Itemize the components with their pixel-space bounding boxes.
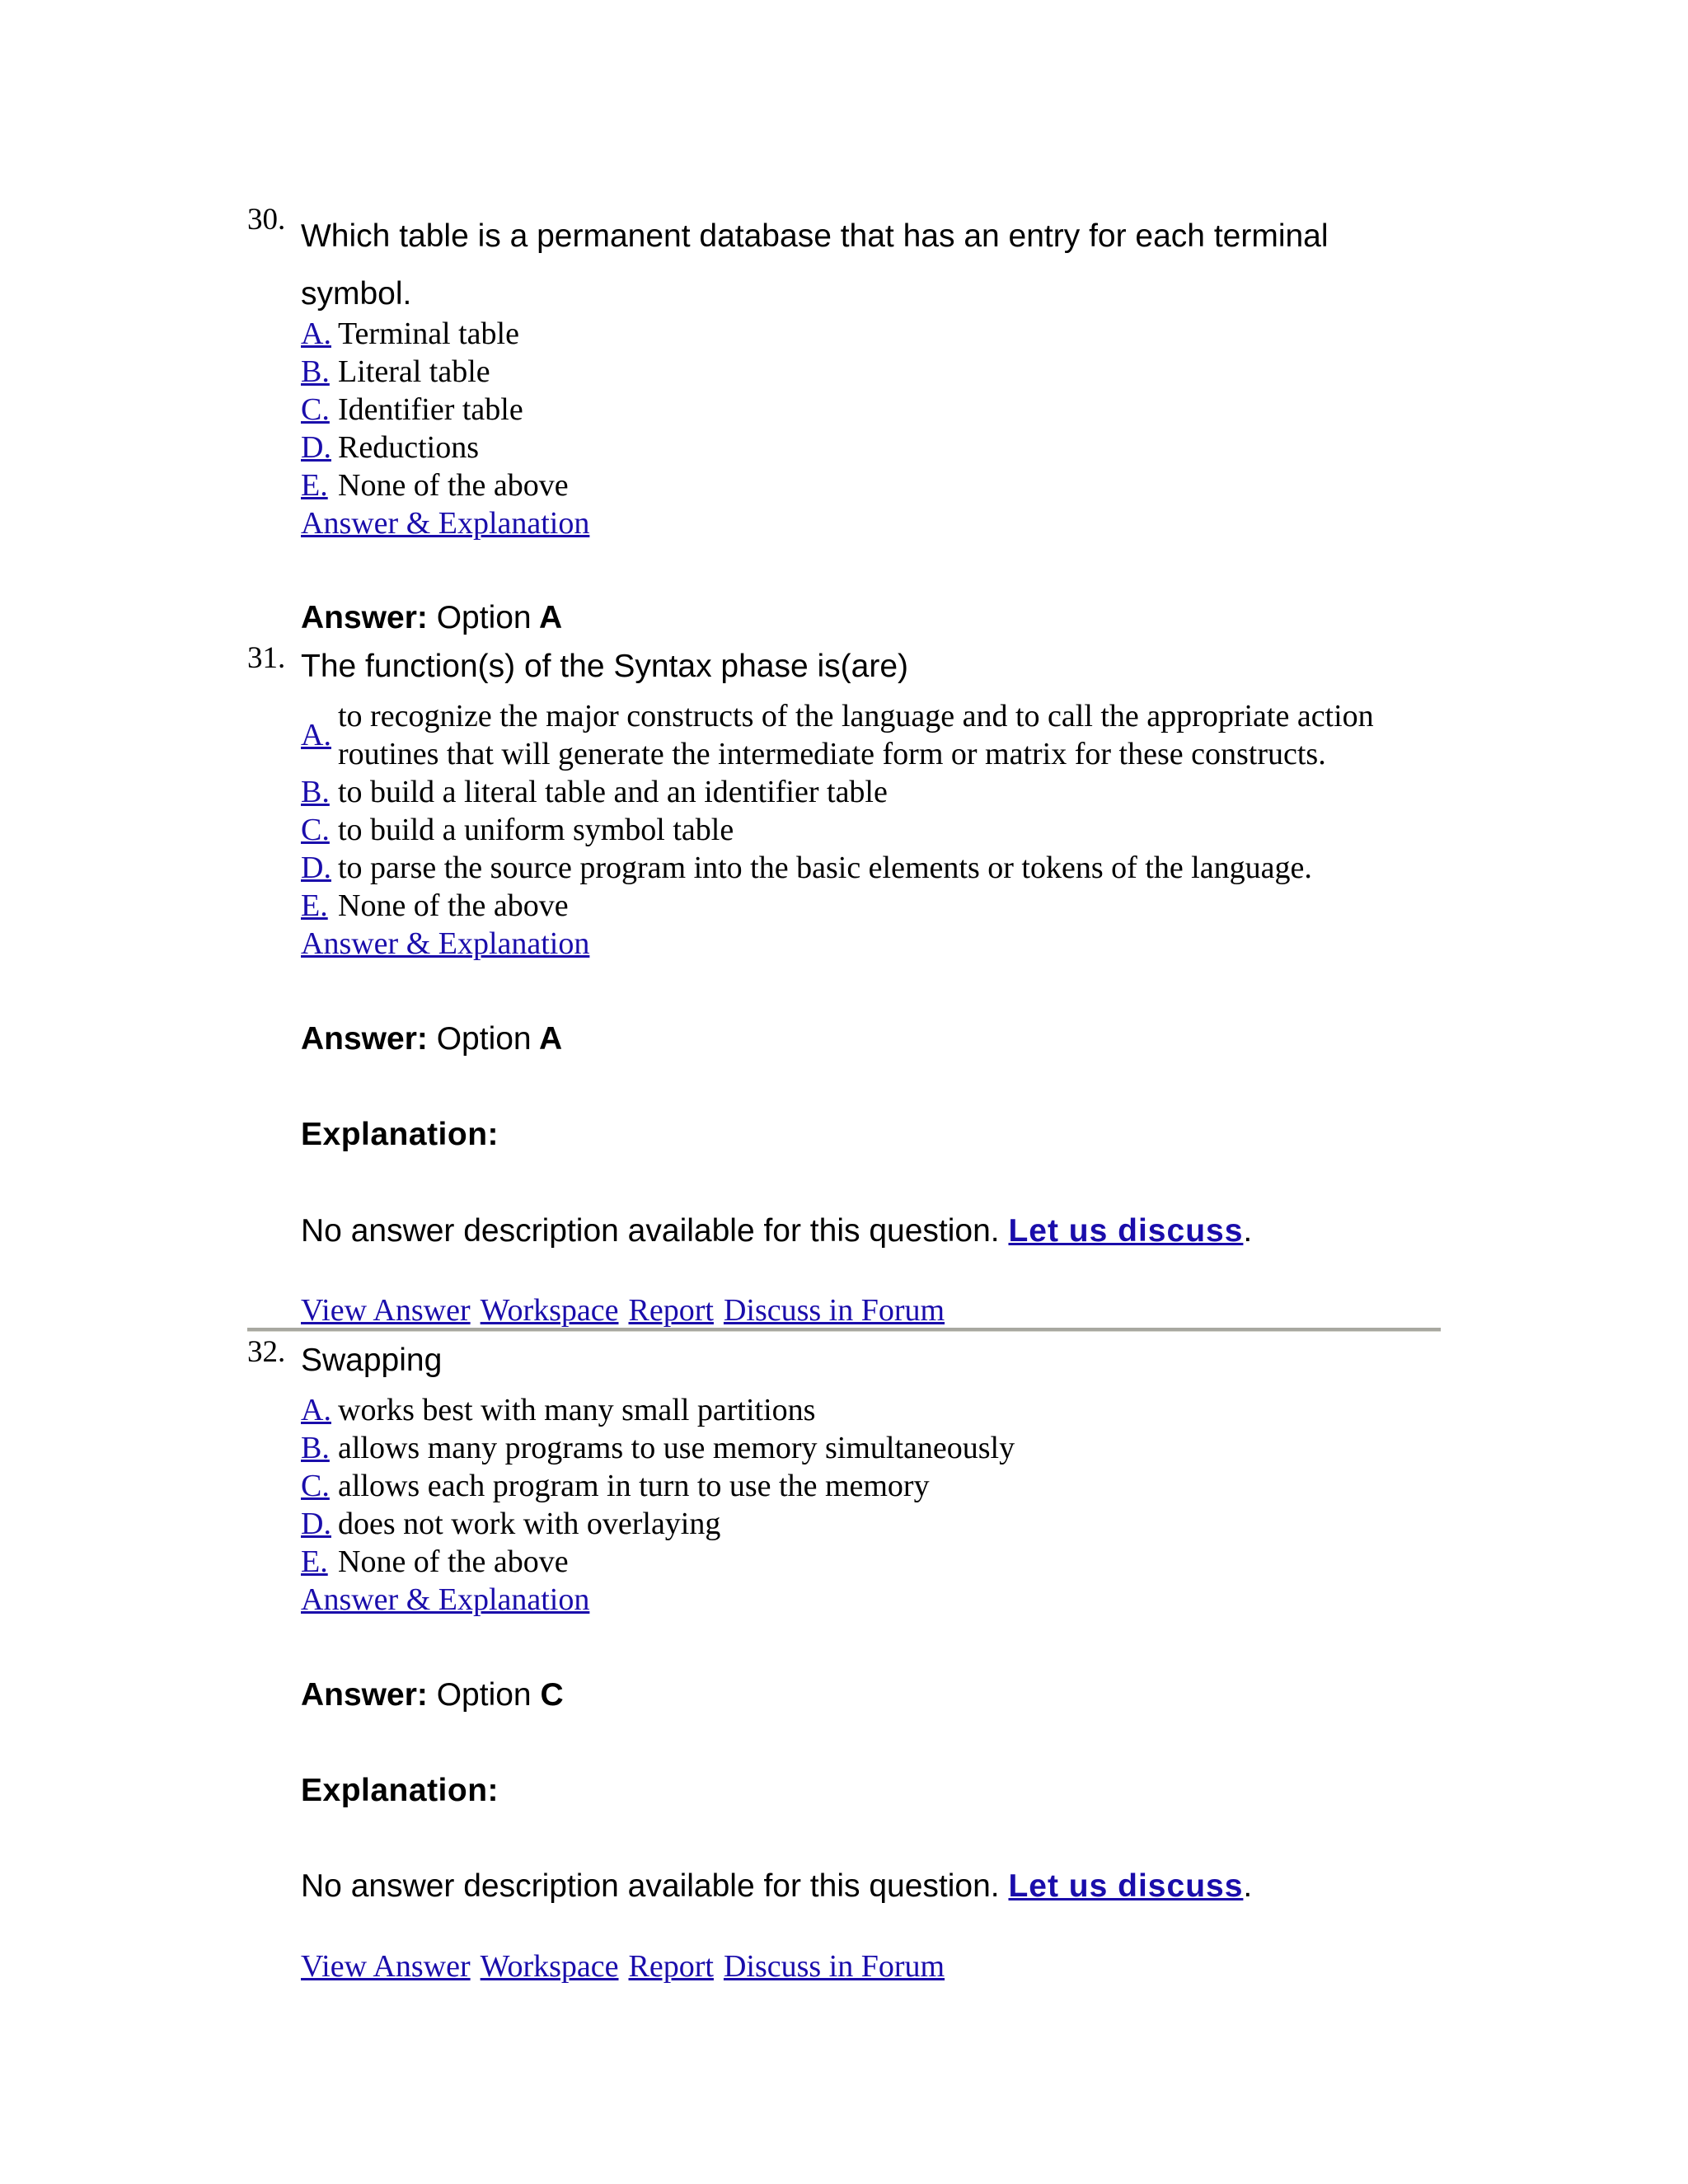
option-b-link[interactable]: B.	[301, 354, 330, 389]
answer-explanation-link[interactable]: Answer & Explanation	[301, 506, 590, 541]
answer-option-letter: C	[540, 1677, 564, 1713]
option-b-link[interactable]: B.	[301, 775, 330, 809]
option-d-link[interactable]: D.	[301, 851, 331, 885]
question-number: 31.	[247, 641, 286, 675]
option-b-text: to build a literal table and an identifier table	[338, 775, 888, 809]
question-stem: Swapping	[301, 1343, 443, 1378]
report-link[interactable]: Report	[628, 1293, 714, 1328]
option-d-link[interactable]: D.	[301, 430, 331, 465]
workspace-link[interactable]: Workspace	[480, 1293, 619, 1328]
option-c-link[interactable]: C.	[301, 813, 330, 847]
let-us-discuss-link[interactable]: Let us discuss	[1008, 1868, 1244, 1904]
answer-option-word: Option	[436, 1677, 532, 1713]
question-number: 32.	[247, 1335, 286, 1369]
option-d	[301, 849, 1471, 887]
question-stem-continued: symbol.	[301, 276, 412, 312]
option-a-text-line2: routines that will generate the intermediate form or matrix for these constructs.	[338, 737, 1326, 771]
option-a-text: Terminal table	[338, 316, 519, 351]
option-e	[301, 466, 1471, 504]
option-e	[301, 1543, 1471, 1581]
explanation-text: No answer description available for this question.	[301, 1868, 1009, 1904]
option-d	[301, 1505, 1471, 1543]
option-c-text: to build a uniform symbol table	[338, 813, 734, 847]
option-a-link[interactable]: A.	[301, 718, 331, 752]
option-b	[301, 773, 1471, 811]
option-c	[301, 1467, 1471, 1505]
option-a	[301, 697, 1471, 773]
question-stem: Which table is a permanent database that has an entry for each terminal	[301, 218, 1329, 254]
option-c-text: Identifier table	[338, 392, 523, 427]
option-e-text: None of the above	[338, 468, 569, 503]
option-e-link[interactable]: E.	[301, 888, 328, 923]
question-footer-links	[301, 1947, 951, 1992]
option-b-link[interactable]: B.	[301, 1431, 330, 1465]
answer-option-letter: A	[539, 1021, 563, 1057]
option-a-text-line1: to recognize the major constructs of the language and to call the appropriate action	[338, 699, 1374, 733]
option-a-link[interactable]: A.	[301, 316, 331, 351]
option-b-text: allows many programs to use memory simultaneously	[338, 1431, 1015, 1465]
explanation-text: No answer description available for this question.	[301, 1213, 1009, 1249]
option-d-text: Reductions	[338, 430, 479, 465]
option-a	[301, 315, 1471, 353]
answer-line	[301, 599, 562, 637]
option-d-text: to parse the source program into the basic elements or tokens of the language.	[338, 851, 1312, 885]
question-stem: The function(s) of the Syntax phase is(are)	[301, 649, 909, 684]
discuss-in-forum-link[interactable]: Discuss in Forum	[723, 1949, 945, 1984]
view-answer-link[interactable]: View Answer	[301, 1949, 471, 1984]
option-a-text: works best with many small partitions	[338, 1393, 816, 1427]
option-d	[301, 429, 1471, 466]
explanation-label: Explanation:	[301, 1117, 499, 1152]
option-e-text: None of the above	[338, 888, 569, 923]
option-c-link[interactable]: C.	[301, 1469, 330, 1503]
option-e	[301, 887, 1471, 925]
option-c	[301, 811, 1471, 849]
option-d-link[interactable]: D.	[301, 1507, 331, 1541]
option-c-link[interactable]: C.	[301, 392, 330, 427]
option-b-text: Literal table	[338, 354, 490, 389]
answer-explanation-link[interactable]: Answer & Explanation	[301, 1582, 590, 1617]
answer-label: Answer:	[301, 1677, 428, 1713]
answer-option-word: Option	[436, 1021, 532, 1057]
option-c-text: allows each program in turn to use the memory	[338, 1469, 930, 1503]
option-e-text: None of the above	[338, 1544, 569, 1579]
report-link[interactable]: Report	[628, 1949, 714, 1984]
option-c	[301, 391, 1471, 429]
answer-line	[301, 1020, 562, 1058]
option-a	[301, 1391, 1471, 1429]
answer-label: Answer:	[301, 600, 428, 635]
option-d-text: does not work with overlaying	[338, 1507, 721, 1541]
discuss-in-forum-link[interactable]: Discuss in Forum	[723, 1293, 945, 1328]
explanation-label: Explanation:	[301, 1773, 499, 1808]
let-us-discuss-link[interactable]: Let us discuss	[1008, 1213, 1244, 1249]
option-a-link[interactable]: A.	[301, 1393, 331, 1427]
question-number: 30.	[247, 203, 286, 237]
option-e-link[interactable]: E.	[301, 1544, 328, 1579]
answer-line	[301, 1676, 564, 1714]
view-answer-link[interactable]: View Answer	[301, 1293, 471, 1328]
option-b	[301, 353, 1471, 391]
answer-label: Answer:	[301, 1021, 428, 1057]
workspace-link[interactable]: Workspace	[480, 1949, 619, 1984]
answer-option-word: Option	[436, 600, 532, 635]
option-e-link[interactable]: E.	[301, 468, 328, 503]
answer-explanation-link[interactable]: Answer & Explanation	[301, 926, 590, 961]
explanation-description: No answer description available for this question. Let us discuss.	[301, 1868, 1253, 1904]
option-b	[301, 1429, 1471, 1467]
explanation-description: No answer description available for this question. Let us discuss.	[301, 1213, 1253, 1249]
answer-option-letter: A	[539, 600, 563, 635]
